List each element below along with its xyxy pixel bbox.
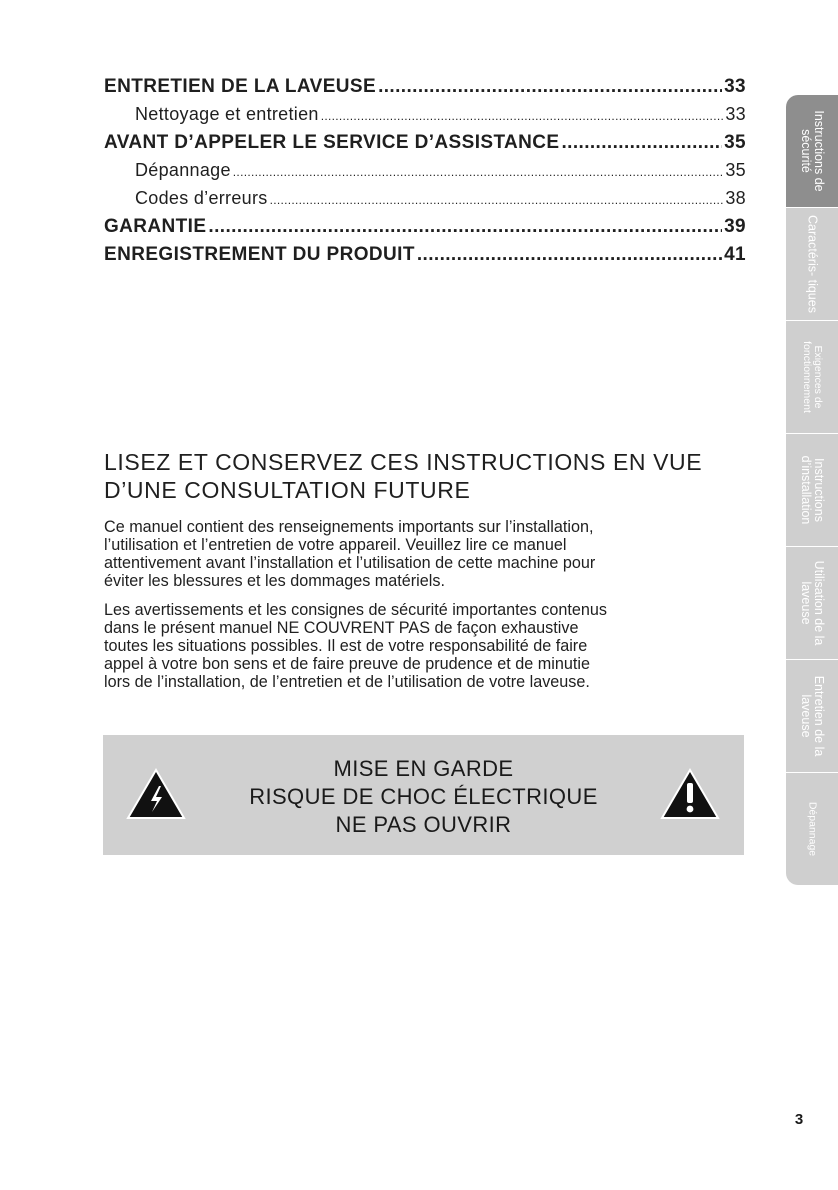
toc-entry-label: ENTRETIEN DE LA LAVEUSE — [104, 76, 377, 97]
table-of-contents — [104, 76, 746, 272]
tab-instructions-securite[interactable] — [786, 95, 838, 208]
paragraph-line: Les avertissements et les consignes de sécurité importantes contenus — [104, 601, 607, 619]
caution-text — [103, 755, 744, 839]
paragraph-line: Ce manuel contient des renseignements importants sur l’installation, — [104, 518, 594, 536]
paragraph-line: attentivement avant l’installation et l’utilisation de cette machine pour — [104, 554, 596, 572]
toc-entry-nettoyage[interactable] — [104, 104, 746, 132]
paragraph-line: appel à votre bon sens et de faire preuve de prudence et de minutie — [104, 655, 590, 673]
paragraph-line: dans le présent manuel NE COUVRENT PAS de façon exhaustive — [104, 619, 579, 637]
tab-label: Caractéris- tiques — [805, 215, 820, 313]
toc-entry-entretien[interactable] — [104, 76, 746, 104]
caution-box — [103, 735, 744, 855]
toc-entry-label: Nettoyage et entretien — [135, 104, 319, 124]
section-title-line: D’UNE CONSULTATION FUTURE — [104, 477, 471, 503]
tab-label: Exigences de fonctionnement — [801, 341, 824, 413]
toc-entry-enregistrement[interactable] — [104, 244, 746, 272]
toc-entry-page: 41 — [724, 244, 746, 265]
paragraph-line: éviter les blessures et les dommages matériels. — [104, 572, 445, 590]
toc-entry-label: ENREGISTREMENT DU PRODUIT — [104, 244, 415, 265]
tab-label: Instructions de sécurité — [799, 110, 826, 192]
tab-label: Utilisation de la laveuse — [799, 560, 826, 646]
section-title-line: LISEZ ET CONSERVEZ CES INSTRUCTIONS EN VUE — [104, 449, 703, 475]
toc-entry-page: 35 — [724, 132, 746, 153]
page-number: 3 — [794, 1111, 804, 1128]
toc-entry-page: 33 — [725, 104, 746, 124]
toc-entry-avant-appeler[interactable] — [104, 132, 746, 160]
tab-label: Entretien de la laveuse — [799, 675, 826, 757]
paragraph-line: lors de l’installation, de l’entretien et de l’utilisation de votre laveuse. — [104, 673, 590, 691]
toc-entry-label: Dépannage — [135, 160, 231, 180]
tab-entretien-laveuse[interactable] — [786, 660, 838, 773]
toc-leader-dots — [321, 109, 724, 123]
tab-caracteristiques[interactable] — [786, 208, 838, 321]
toc-entry-page: 38 — [725, 188, 746, 208]
section-title — [104, 448, 744, 504]
toc-leader-dots — [417, 244, 722, 266]
toc-leader-dots — [233, 165, 724, 179]
tab-label: Instructions d’installation — [799, 455, 826, 525]
warnings-paragraph — [104, 601, 744, 691]
tab-exigences-fonctionnement[interactable] — [786, 321, 838, 434]
tab-utilisation-laveuse[interactable] — [786, 547, 838, 660]
toc-entry-garantie[interactable] — [104, 216, 746, 244]
toc-entry-page: 33 — [724, 76, 746, 97]
toc-entry-codes-erreurs[interactable] — [104, 188, 746, 216]
toc-entry-depannage[interactable] — [104, 160, 746, 188]
tab-depannage[interactable] — [786, 773, 838, 885]
caution-line-title: MISE EN GARDE — [333, 756, 514, 781]
toc-entry-label: AVANT D’APPELER LE SERVICE D’ASSISTANCE — [104, 132, 560, 153]
caution-line-instruction: NE PAS OUVRIR — [335, 812, 512, 837]
toc-leader-dots — [270, 193, 724, 207]
toc-entry-label: GARANTIE — [104, 216, 207, 237]
tab-instructions-installation[interactable] — [786, 434, 838, 547]
toc-leader-dots — [378, 76, 722, 98]
toc-entry-page: 39 — [724, 216, 746, 237]
toc-leader-dots — [561, 132, 722, 154]
paragraph-line: toutes les situations possibles. Il est de votre responsabilité de faire — [104, 637, 588, 655]
tab-label: Dépannage — [806, 801, 819, 857]
toc-leader-dots — [208, 216, 722, 238]
toc-entry-page: 35 — [725, 160, 746, 180]
section-tabs — [786, 95, 838, 885]
caution-line-risk: RISQUE DE CHOC ÉLECTRIQUE — [249, 784, 598, 809]
intro-paragraph — [104, 518, 744, 590]
paragraph-line: l’utilisation et l’entretien de votre appareil. Veuillez lire ce manuel — [104, 536, 567, 554]
exclamation-warning-icon — [660, 768, 720, 820]
toc-entry-label: Codes d’erreurs — [135, 188, 268, 208]
